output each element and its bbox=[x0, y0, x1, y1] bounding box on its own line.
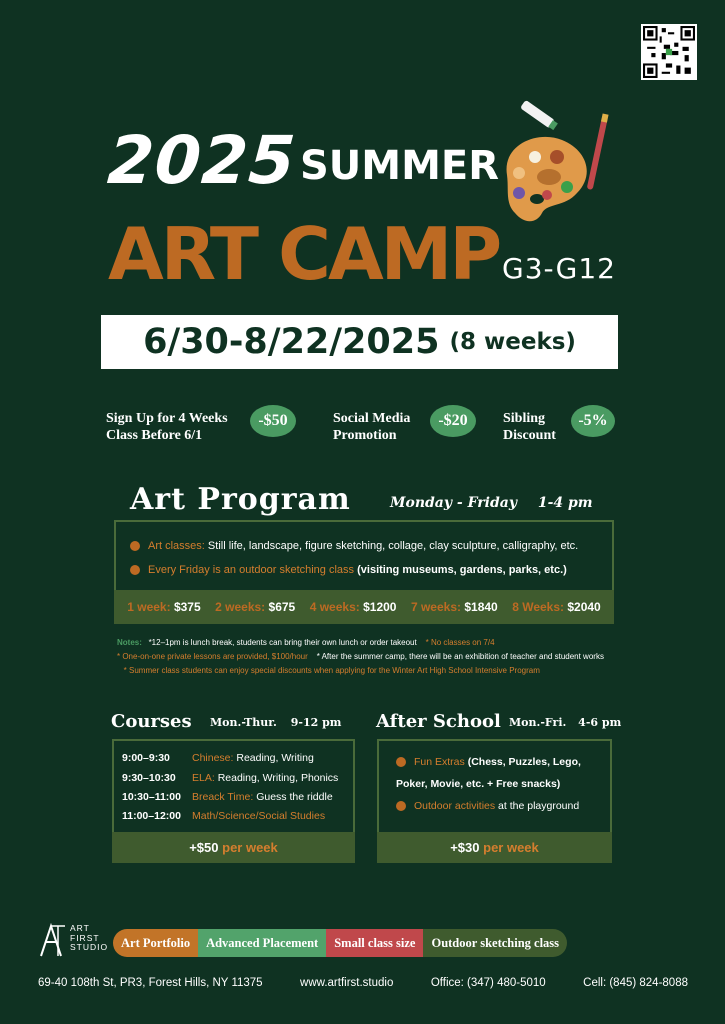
price-item bbox=[310, 600, 397, 614]
after-school-price bbox=[377, 832, 612, 863]
grade-range: G3-G12 bbox=[502, 252, 616, 285]
paint-palette-icon bbox=[497, 95, 617, 240]
feature-tags bbox=[113, 929, 567, 957]
after-school-days: Mon.-Fri. bbox=[509, 716, 567, 729]
headline-season: SUMMER bbox=[300, 143, 500, 189]
fun-extras-text: (Chess, Puzzles, Lego, bbox=[467, 756, 581, 768]
course-time: 10:30–11:00 bbox=[122, 791, 181, 803]
promo-label-line: Social Media bbox=[333, 411, 411, 426]
promo-label-line: Sign Up for 4 Weeks bbox=[106, 411, 228, 426]
price-value: $375 bbox=[173, 600, 201, 614]
price-weeks: 2 weeks: bbox=[215, 600, 266, 614]
bullet-icon bbox=[396, 801, 406, 811]
promo-social-media-label bbox=[333, 410, 410, 444]
bullet-icon bbox=[396, 757, 406, 767]
promo-discount-badge: -$50 bbox=[250, 405, 296, 437]
price-weeks: 4 weeks: bbox=[309, 600, 360, 614]
after-school-price-value: +$30 bbox=[450, 840, 480, 855]
art-classes-text: Still life, landscape, figure sketching, collage, clay sculpture, calligraphy, etc. bbox=[207, 540, 579, 552]
tag-small-class-size: Small class size bbox=[326, 929, 423, 957]
promo-discount-badge: -$20 bbox=[430, 405, 476, 437]
promo-sibling-label bbox=[503, 410, 556, 444]
bullet-icon bbox=[130, 541, 140, 551]
art-program-schedule bbox=[390, 495, 593, 511]
course-row bbox=[122, 772, 338, 784]
bullet-icon bbox=[130, 565, 140, 575]
after-school-time: 4-6 pm bbox=[578, 716, 622, 729]
art-program-title: Art Program bbox=[130, 482, 351, 517]
tag-art-portfolio: Art Portfolio bbox=[113, 929, 198, 957]
price-weeks: 8 Weeks: bbox=[512, 600, 565, 614]
friday-outdoor-text: (visiting museums, gardens, parks, etc.) bbox=[357, 564, 567, 576]
price-item bbox=[215, 600, 295, 614]
promo-label-line: Promotion bbox=[333, 428, 397, 443]
fun-extras-label: Fun Extras bbox=[414, 756, 465, 768]
art-classes-line bbox=[130, 540, 578, 552]
promo-discount-badge: -5% bbox=[571, 405, 615, 437]
note-no-class: * No classes on 7/4 bbox=[425, 638, 495, 647]
course-time: 9:30–10:30 bbox=[122, 772, 176, 784]
office-phone[interactable]: Office: (347) 480-5010 bbox=[430, 977, 546, 989]
course-subject: ELA: bbox=[192, 772, 215, 784]
after-school-schedule bbox=[509, 716, 621, 729]
camp-date-range: 6/30-8/22/2025 bbox=[143, 322, 440, 362]
outdoor-activities-line bbox=[396, 800, 579, 812]
fun-extras-line-2 bbox=[396, 778, 560, 790]
fun-extras-text: Poker, Movie, etc. + Free snacks) bbox=[396, 778, 561, 790]
courses-days: Mon.-Thur. bbox=[210, 716, 277, 729]
friday-outdoor-label: Every Friday is an outdoor sketching class bbox=[148, 564, 355, 576]
course-subject: Breack Time: bbox=[192, 791, 254, 803]
note-winter-discount: * Summer class students can enjoy special discounts when applying for the Winter Art High School Intensive Program bbox=[123, 666, 540, 675]
fun-extras-line bbox=[396, 756, 581, 768]
course-time: 11:00–12:00 bbox=[122, 810, 181, 822]
brand-line: ART bbox=[70, 923, 90, 933]
qr-code-icon bbox=[643, 26, 695, 78]
art-program-pricing bbox=[114, 590, 614, 624]
headline-year: 2025 bbox=[105, 122, 299, 199]
qr-code[interactable] bbox=[641, 24, 697, 80]
after-school-price-unit: per week bbox=[483, 840, 539, 855]
courses-price-value: +$50 bbox=[189, 840, 219, 855]
promo-early-signup-label bbox=[106, 410, 228, 444]
notes-block bbox=[117, 636, 612, 678]
price-weeks: 1 week: bbox=[127, 600, 171, 614]
price-item bbox=[512, 600, 601, 614]
headline-title: ART CAMP bbox=[108, 212, 500, 296]
courses-schedule bbox=[210, 716, 341, 729]
course-subject: Math/Science/Social Studies bbox=[192, 810, 326, 822]
outdoor-activities-label: Outdoor activities bbox=[414, 800, 496, 812]
art-classes-label: Art classes: bbox=[148, 540, 205, 552]
course-detail: Guess the riddle bbox=[256, 791, 333, 803]
course-time: 9:00–9:30 bbox=[122, 752, 170, 764]
price-value: $1200 bbox=[363, 600, 397, 614]
brand-line: STUDIO bbox=[70, 942, 109, 952]
courses-title: Courses bbox=[111, 711, 192, 732]
price-item bbox=[411, 600, 498, 614]
courses-price-unit: per week bbox=[222, 840, 278, 855]
outdoor-activities-text: at the playground bbox=[498, 800, 580, 812]
art-program-time: 1-4 pm bbox=[537, 495, 593, 511]
notes-label: Notes: bbox=[117, 638, 142, 647]
friday-outdoor-line bbox=[130, 564, 567, 576]
price-value: $1840 bbox=[464, 600, 498, 614]
price-value: $675 bbox=[268, 600, 296, 614]
art-program-days: Monday - Friday bbox=[390, 495, 517, 511]
course-detail: Reading, Writing bbox=[236, 752, 314, 764]
website-link[interactable]: www.artfirst.studio bbox=[300, 977, 394, 989]
tag-advanced-placement: Advanced Placement bbox=[198, 929, 326, 957]
tag-outdoor-sketching: Outdoor sketching class bbox=[423, 929, 567, 957]
brand-line: FIRST bbox=[70, 932, 100, 943]
cell-phone[interactable]: Cell: (845) 824-8088 bbox=[583, 977, 688, 989]
note-exhibition: * After the summer camp, there will be an exhibition of teacher and student works bbox=[316, 652, 604, 661]
after-school-title: After School bbox=[376, 711, 501, 732]
course-subject: Chinese: bbox=[192, 752, 234, 764]
promo-label-line: Class Before 6/1 bbox=[106, 428, 203, 443]
course-row bbox=[122, 810, 325, 822]
price-value: $2040 bbox=[567, 600, 601, 614]
note-private-lessons: * One-on-one private lessons are provided, $100/hour bbox=[117, 652, 308, 661]
camp-duration: (8 weeks) bbox=[449, 329, 576, 355]
course-row bbox=[122, 791, 333, 803]
promo-label-line: Discount bbox=[503, 428, 556, 443]
brand-name bbox=[70, 924, 108, 953]
camp-dates-banner bbox=[101, 315, 618, 369]
course-detail: Reading, Writing, Phonics bbox=[217, 772, 339, 784]
address: 69-40 108th St, PR3, Forest Hills, NY 11375 bbox=[38, 977, 263, 989]
course-row bbox=[122, 752, 314, 764]
courses-price bbox=[112, 832, 355, 863]
promo-label-line: Sibling bbox=[503, 411, 546, 426]
price-weeks: 7 weeks: bbox=[410, 600, 461, 614]
courses-time: 9-12 pm bbox=[290, 716, 342, 729]
contact-footer bbox=[38, 977, 688, 989]
price-item bbox=[127, 600, 200, 614]
note-lunch: *12–1pm is lunch break, students can bring their own lunch or order takeout bbox=[148, 638, 417, 647]
